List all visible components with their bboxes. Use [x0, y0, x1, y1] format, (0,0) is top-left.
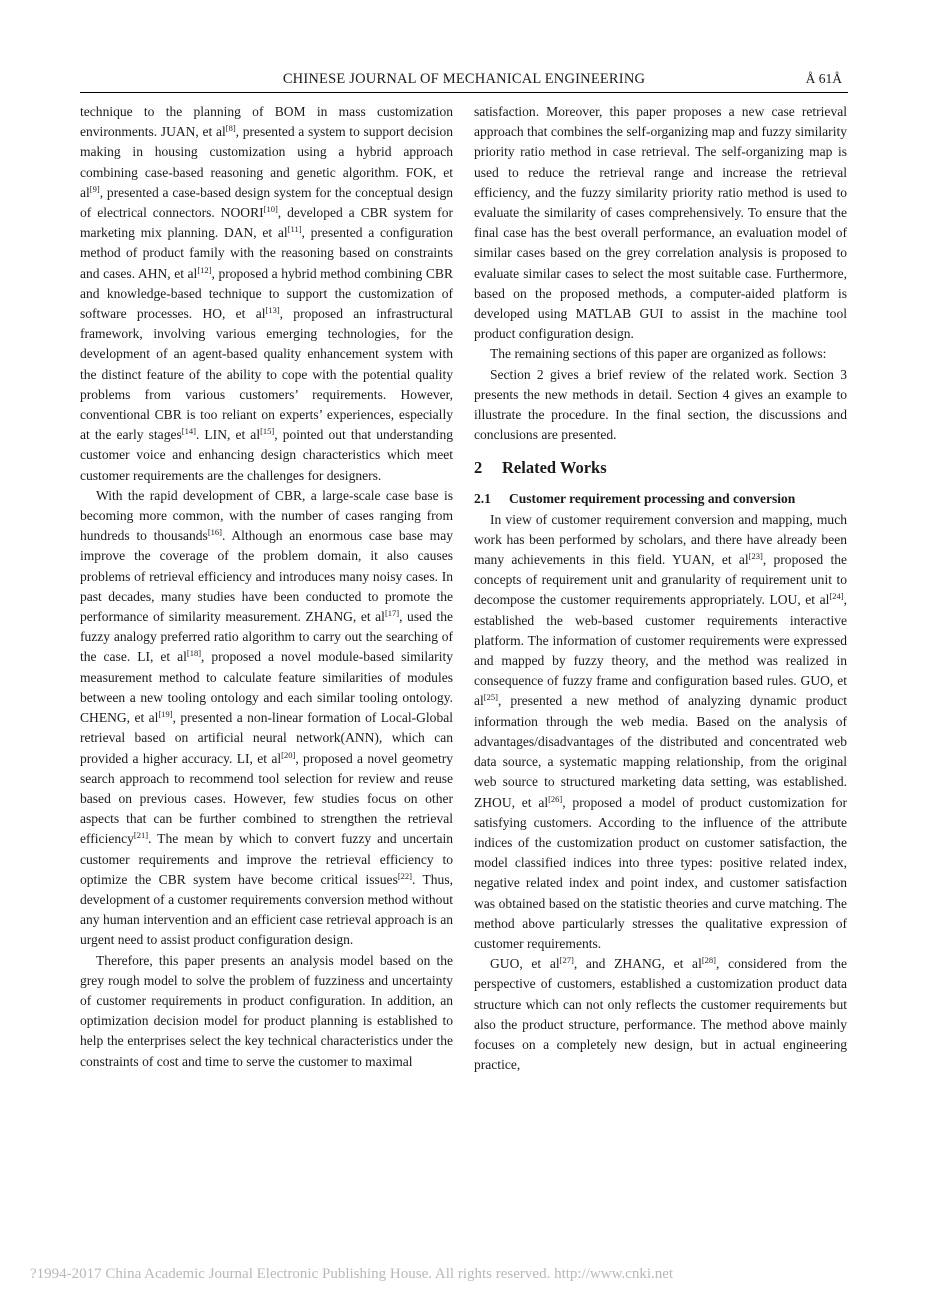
paragraph — [474, 344, 847, 364]
text-run: , pointed out that understanding customer voice and enhancing design characteristics which meet customer requirements are the challenges for designers. — [80, 427, 453, 483]
citation-ref: [8] — [225, 123, 236, 134]
citation-ref: [23] — [748, 551, 763, 562]
text-run: , presented a non-linear formation of Local-Global retrieval based on artificial neural network(ANN), which can provided a higher accuracy. LI, et al — [80, 710, 454, 766]
subsection-title: Customer requirement processing and conversion — [509, 491, 796, 507]
citation-ref: [21] — [133, 830, 149, 841]
paragraph — [474, 510, 847, 954]
right-column — [474, 102, 847, 1075]
text-run: In view of customer requirement conversion and mapping, much work has been performed by scholars, and there have already been many achievements in this field. YUAN, et al — [474, 511, 847, 568]
page-header — [80, 70, 848, 93]
text-run: , considered from the perspective of customers, established a customization product data structure which can not only reflects the customer requirements but also the product structure, performance. The method above mainly focuses on a completely new design, but in actual engineering practice, — [474, 956, 847, 1073]
text-run: , presented a system to support decision making in housing customization using a hybrid approach combining case-based reasoning and genetic algorithm. FOK, et al — [80, 124, 453, 200]
citation-ref: [11] — [287, 224, 302, 235]
citation-ref: [15] — [260, 426, 275, 437]
text-run: , proposed the concepts of requirement unit and granularity of requirement unit to decompose the customer requirements appropriately. LOU, et al — [474, 552, 848, 608]
citation-ref: [28] — [701, 955, 717, 966]
citation-ref: [16] — [207, 527, 222, 538]
citation-ref: [26] — [548, 793, 563, 804]
section-title: Related Works — [502, 458, 607, 478]
paragraph — [474, 102, 847, 344]
paragraph — [80, 102, 453, 486]
citation-ref: [27] — [559, 955, 574, 966]
text-run: , used the fuzzy analogy preferred ratio algorithm to carry out the searching of the case. LI, et al — [80, 609, 453, 665]
copyright-footer: ?1994-2017 China Academic Journal Electronic Publishing House. All rights reserved. http://www.cnki.net — [30, 1266, 674, 1282]
text-run: . LIN, et al — [195, 427, 261, 443]
paragraph — [474, 954, 847, 1075]
paragraph — [80, 486, 453, 951]
text-run: . Thus, development of a customer requirements conversion method without any human intervention and an efficient case retrieval approach is an urgent need to assist product configuration design. — [80, 871, 453, 948]
subsection-heading — [474, 489, 847, 509]
text-run: , presented a new method of analyzing dynamic product information through the web media. Based on the analysis of advantages/disadvantages of the distributed and concentrated web data source, a systematic mapping relationship, from the original web source to structured marketing data setting, was established. ZHOU, et al — [474, 693, 847, 810]
text-run: . The mean by which to convert fuzzy and uncertain customer requirements and improve the retrieval efficiency to optimize the CBR system have become critical issues — [80, 831, 453, 887]
left-column — [80, 102, 453, 1072]
text-run: technique to the planning of BOM in mass customization environments. JUAN, et al — [80, 104, 453, 140]
citation-ref: [14] — [181, 426, 196, 437]
text-run: satisfaction. Moreover, this paper proposes a new case retrieval approach that combines the self-organizing map and fuzzy similarity priority ratio method in case retrieval. The self-organizing map is used to reduce the retrieval range and increase the retrieval efficiency, and the fuzzy similarity priority ratio method is used to evaluate the similarity of cases comprehensively. To ensure that the final case has the best overall performance, an evaluation model of similar cases based on the grey correlation analysis is proposed to evaluate similar cases to select the most suitable case. Furthermore, based on the proposed methods, a computer-aided platform is developed using MATLAB GUI to assist in the machine tool product configuration design. — [474, 104, 847, 342]
text-run: , proposed a novel module-based similarity measurement method to calculate feature similarities of modules between a new tooling ontology and each similar tooling ontology. CHENG, et al — [80, 649, 453, 726]
text-run: GUO, et al — [490, 956, 560, 972]
citation-ref: [24] — [829, 591, 844, 602]
subsection-number: 2.1 — [474, 491, 491, 507]
text-run: Therefore, this paper presents an analysis model based on the grey rough model to solve the problem of fuzziness and uncertainty of customer requirements in product configuration. In addition, an optimization decision model for product planning is established to help the enterprises select the key technical characteristics under the constraints of cost and time to serve the customer to maximal — [80, 952, 453, 1069]
citation-ref: [19] — [158, 709, 173, 720]
citation-ref: [13] — [265, 305, 280, 316]
text-run: , proposed a hybrid method combining CBR and knowledge-based technique to support the customization of software processes. HO, et al — [80, 265, 453, 322]
citation-ref: [10] — [263, 204, 278, 215]
text-run: , presented a case-based design system for the conceptual design of electrical connectors. NOORI — [80, 184, 453, 221]
citation-ref: [22] — [397, 870, 413, 881]
text-run: The remaining sections of this paper are organized as follows: — [490, 346, 827, 362]
text-run: , proposed a model of product customization for satisfying customers. According to the influence of the attribute indices of the customization product on customer satisfaction, the model classified indices into three types: positive related index, negative related index and point index, and customer satisfaction was obtained based on the statistic theories and curve matching. The method above particularly stresses the qualitative expression of customer requirements. — [474, 794, 847, 951]
journal-title: CHINESE JOURNAL OF MECHANICAL ENGINEERING — [282, 71, 646, 87]
text-run: , developed a CBR system for marketing mix planning. DAN, et al — [80, 205, 453, 241]
text-run: , presented a configuration method of product family with the reasoning based on constraints and cases. AHN, et al — [80, 225, 453, 281]
paragraph — [474, 365, 847, 446]
citation-ref: [12] — [197, 264, 212, 275]
text-run: . Although an enormous case base may improve the coverage of the problem domain, it also causes problems of retrieval efficiency and introduces many noisy cases. In past decades, many studies have been conducted to promote the performance of similarity measurement. ZHANG, et al — [80, 528, 453, 625]
text-run: , proposed an infrastructural framework, involving various emerging technologies, for the development of an agent-based quality enhancement system with the distinct feature of the ability to cope with the potential quality problems from various customers’ requirements. However, conventional CBR is too reliant on experts’ experiences, especially at the early stages — [80, 306, 453, 443]
citation-ref: [18] — [186, 648, 202, 659]
text-run: , and ZHANG, et al — [573, 956, 702, 972]
citation-ref: [17] — [384, 608, 400, 619]
section-heading — [474, 449, 847, 489]
text-run: , proposed a novel geometry search approach to recommend tool selection for review and reuse based on previous cases. However, few studies focus on other aspects that can be further combined to strengthen the retrieval efficiency — [80, 750, 453, 847]
text-run: , established the web-based customer requirements interactive platform. The information of customer requirements were expressed and mapped by fuzzy theory, and the method was realized in consequence of fuzzy frame and configuration based rules. GUO, et al — [474, 592, 847, 709]
citation-ref: [25] — [483, 692, 498, 703]
citation-ref: [20] — [281, 749, 296, 760]
section-number: 2 — [474, 458, 483, 478]
text-run: With the rapid development of CBR, a large-scale case base is becoming more common, with the number of cases ranging from hundreds to thousands — [80, 487, 453, 544]
page-number: Å 61Å — [805, 71, 842, 86]
paragraph — [80, 951, 453, 1072]
citation-ref: [9] — [89, 183, 100, 194]
text-run: Section 2 gives a brief review of the related work. Section 3 presents the new methods in detail. Section 4 gives an example to illustrate the procedure. In the final section, the discussions and conclusions are presented. — [474, 366, 847, 443]
